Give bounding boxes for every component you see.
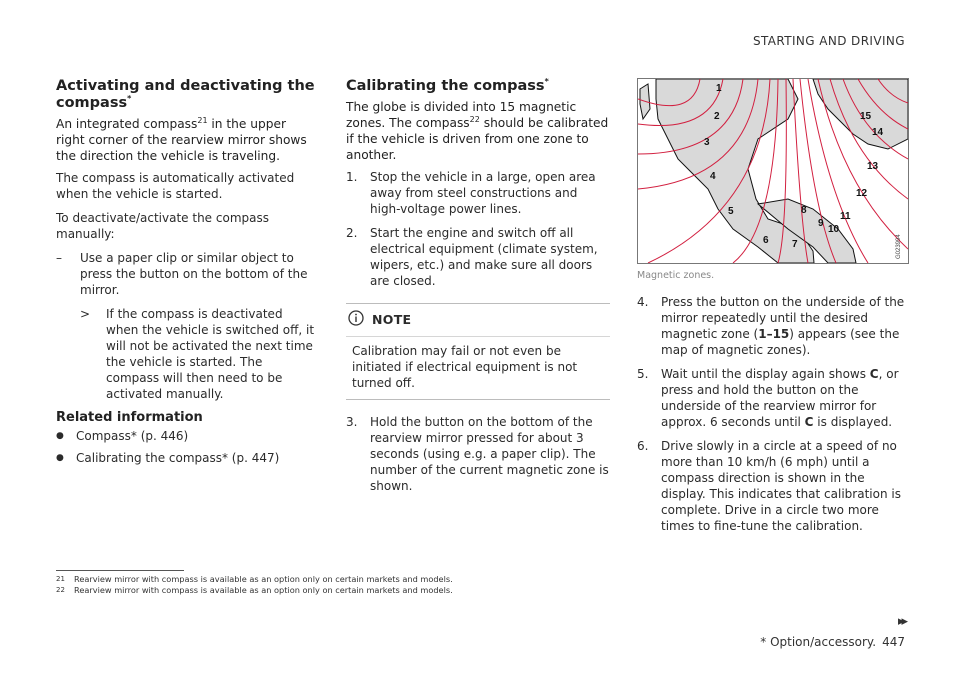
note-text: Calibration may fail or not even be initiated if electrical equipment is not turned off. bbox=[346, 336, 610, 391]
zone-label: 4 bbox=[710, 171, 716, 182]
map-caption: Magnetic zones. bbox=[637, 270, 715, 281]
step-item: 1. Stop the vehicle in a large, open area away from steel constructions and high-voltage power lines. bbox=[346, 170, 596, 216]
column-zones bbox=[637, 78, 907, 542]
zone-label: 12 bbox=[856, 188, 868, 199]
related-info-title: Related information bbox=[56, 410, 203, 425]
info-icon bbox=[348, 310, 364, 330]
zone-label: 14 bbox=[872, 127, 884, 138]
page-number: 447 bbox=[882, 635, 905, 649]
step-item: 5. Wait until the display again shows C, or press and hold the button on the underside of the rearview mirror for approx. 6 seconds until C is displayed. bbox=[637, 367, 899, 429]
related-link-compass[interactable]: ● Compass* (p. 446) bbox=[56, 429, 189, 443]
note-title: NOTE bbox=[372, 312, 412, 327]
section-title-activating: Activating and deactivating the compass* bbox=[56, 78, 315, 111]
zone-label: 13 bbox=[867, 161, 879, 172]
step-item: 6. Drive slowly in a circle at a speed of no more than 10 km/h (6 mph) until a compass direction is shown in the display. This indicates that calibration is complete. Drive in a circle two more times to fine-tune the calibration. bbox=[637, 439, 901, 533]
map-code: G023994 bbox=[896, 234, 902, 259]
lead-paragraph: The globe is divided into 15 magnetic zones. The compass$^{22}$ should be calibrated if the vehicle is driven from one zone to another. bbox=[346, 100, 609, 162]
section-title-calibrating: Calibrating the compass* bbox=[346, 77, 549, 94]
zone-label: 5 bbox=[728, 206, 734, 217]
footnote: 21 Rearview mirror with compass is available as an option only on certain markets and models. bbox=[56, 574, 453, 584]
footnotes bbox=[56, 570, 916, 596]
zone-label: 7 bbox=[792, 239, 798, 250]
paragraph: The compass is automatically activated when the vehicle is started. bbox=[56, 171, 295, 201]
zone-label: 8 bbox=[801, 205, 807, 216]
zone-label: 10 bbox=[828, 224, 840, 235]
zone-label: 3 bbox=[704, 137, 710, 148]
step-item: – Use a paper clip or similar object to press the button on the bottom of the mirror. bbox=[56, 251, 308, 297]
page-footer bbox=[760, 634, 905, 650]
footnote: 22 Rearview mirror with compass is available as an option only on certain markets and models. bbox=[56, 585, 453, 595]
step-item: 4. Press the button on the underside of the mirror repeatedly until the desired magnetic zone (1–15) appears (see the map of magnetic zones). bbox=[637, 295, 905, 357]
step-item: 2. Start the engine and switch off all electrical equipment (climate system, wipers, etc.) and make sure all doors are closed. bbox=[346, 226, 598, 288]
step-item: 3. Hold the button on the bottom of the rearview mirror pressed for about 3 seconds (using e.g. a paper clip). The number of the current magnetic zone is shown. bbox=[346, 415, 609, 493]
note-box bbox=[346, 303, 610, 400]
paragraph: To deactivate/activate the compass manually: bbox=[56, 211, 269, 241]
section-header: STARTING AND DRIVING bbox=[752, 34, 905, 48]
column-activating bbox=[56, 78, 318, 472]
zone-label: 11 bbox=[840, 211, 851, 222]
zone-label: 6 bbox=[763, 235, 769, 246]
zone-label: 9 bbox=[818, 218, 824, 229]
option-note: * Option/accessory. bbox=[760, 635, 877, 649]
magnetic-zones-map bbox=[637, 78, 909, 264]
zone-label: 1 bbox=[716, 83, 722, 94]
step-result: > If the compass is deactivated when the vehicle is switched off, it will not be activated the next time the vehicle is started. The compass will then need to be activated manually. bbox=[80, 307, 315, 401]
footnote-divider bbox=[56, 570, 184, 571]
lead-paragraph: An integrated compass$^{21}$ in the upper right corner of the rearview mirror shows the direction the vehicle is traveling. bbox=[56, 115, 307, 163]
column-calibrating bbox=[346, 78, 610, 502]
zone-label: 15 bbox=[860, 111, 872, 122]
zone-label: 2 bbox=[714, 111, 720, 122]
continue-arrow-icon: ▸▸ bbox=[897, 614, 905, 629]
related-link-calibrating[interactable]: ● Calibrating the compass* (p. 447) bbox=[56, 451, 280, 465]
